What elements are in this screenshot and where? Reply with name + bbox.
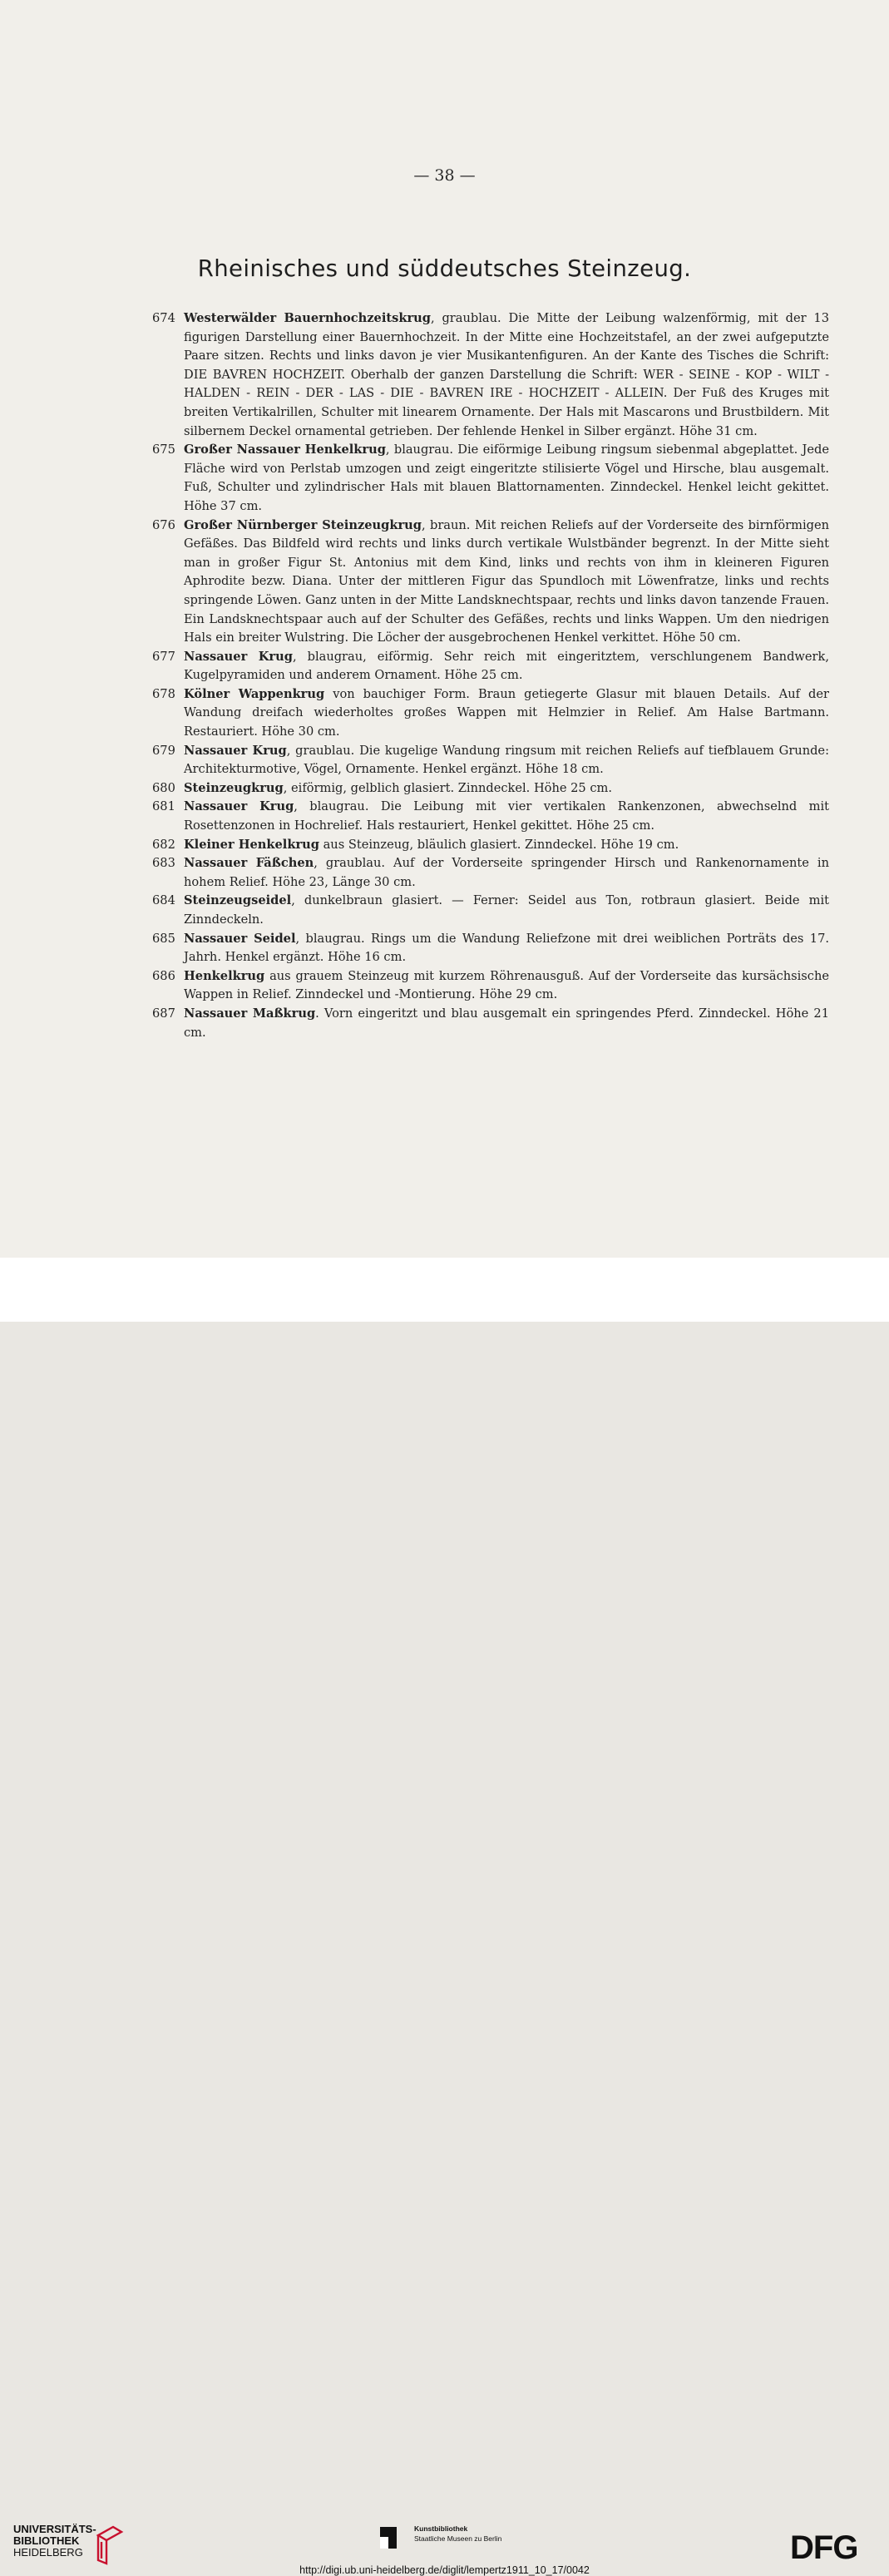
logo-text: Staatliche Museen zu Berlin [414, 2534, 502, 2543]
source-url-link[interactable]: http://digi.ub.uni-heidelberg.de/diglit/lempertz1911_10_17/0042 [299, 2564, 590, 2576]
entry-name: Großer Nassauer Henkelkrug [184, 443, 386, 457]
catalog-entry [152, 441, 829, 516]
entry-text: , graublau. Auf der Vorderseite springender Hirsch und Rankenornamente in hohem Relief. Höhe 23, Länge 30 cm. [184, 856, 829, 889]
entry-text: aus Steinzeug, bläulich glasiert. Zinndeckel. Höhe 19 cm. [319, 837, 679, 852]
entry-number: 675 [152, 443, 175, 457]
entry-text: , blaugrau. Die Leibung mit vier vertikalen Rankenzonen, abwechselnd mit Rosettenzonen in Hochrelief. Hals restauriert, Henkel gekittet. Höhe 25 cm. [184, 799, 829, 833]
entry-text: aus grauem Steinzeug mit kurzem Röhrenausguß. Auf der Vorderseite das kursächsische Wappen in Relief. Zinndeckel und -Montierung. Höhe 29 cm. [184, 968, 829, 1002]
page-number: — 38 — [413, 166, 476, 185]
entry-name: Nassauer Krug [184, 649, 293, 664]
entry-text: , graublau. Die Mitte der Leibung walzenförmig, mit der 13 figurigen Darstellung einer Bauernhochzeit. In der Mitte eine Hochzeitstafel, an der zwei aufgeputzte Paare sitzen. Rechts und links davon je vier Musikantenfiguren. An der Kante des Tisches die Schrift: DIE BAVREN HOCHZEIT. Oberhalb der ganzen Darstellung die Schrift: WER - SEINE - KOP - WILT - HALDEN - REIN - DER - LAS - DIE - BAVREN IRE - HOCHZEIT - ALLEIN. Der Fuß des Kruges mit breiten Vertikalrillen, Schulter mit linearem Ornamente. Der Hals mit Mascarons und Brustbildern. Mit silbernem Deckel ornamental getrieben. Der fehlende Henkel in Silber ergänzt. Höhe 31 cm. [184, 311, 829, 438]
entry-number: 682 [152, 837, 175, 852]
catalog-entry [152, 742, 829, 779]
entry-number: 681 [152, 799, 175, 814]
entry-text: , eiförmig, gelblich glasiert. Zinndeckel. Höhe 25 cm. [283, 780, 612, 795]
entry-name: Westerwälder Bauernhochzeitskrug [184, 311, 431, 325]
entry-number: 685 [152, 931, 175, 946]
catalog-entry [152, 854, 829, 892]
entry-text: . Vorn eingeritzt und blau ausgemalt ein springendes Pferd. Zinndeckel. Höhe 21 cm. [184, 1006, 829, 1040]
entry-name: Nassauer Krug [184, 799, 294, 814]
entry-name: Steinzeugseidel [184, 893, 292, 908]
kunstbibliothek-mark-icon [378, 2525, 403, 2550]
entry-name: Nassauer Seidel [184, 931, 296, 946]
entry-number: 686 [152, 968, 175, 983]
entry-name: Henkelkrug [184, 968, 265, 983]
kunstbibliothek-logo[interactable] [414, 2524, 501, 2544]
entry-number: 676 [152, 517, 175, 532]
catalog-entry [152, 892, 829, 929]
logo-text: UNIVERSITÄTS- [13, 2523, 96, 2535]
catalog-entry [152, 836, 829, 855]
catalog-entry [152, 648, 829, 685]
catalog-entry [152, 967, 829, 1005]
entry-number: 679 [152, 743, 175, 758]
entry-name: Steinzeugkrug [184, 780, 284, 795]
entry-text: , blaugrau. Rings um die Wandung Reliefzone mit drei weiblichen Porträts des 17. Jahrh. Henkel ergänzt. Höhe 16 cm. [184, 931, 829, 965]
entry-number: 687 [152, 1006, 175, 1021]
catalog-entry [152, 930, 829, 967]
logo-text: HEIDELBERG [13, 2546, 83, 2559]
entry-name: Nassauer Maßkrug [184, 1006, 316, 1021]
catalog-entry [152, 309, 829, 441]
entry-number: 683 [152, 856, 175, 871]
logo-text: BIBLIOTHEK [13, 2534, 80, 2547]
catalog-entry [152, 779, 829, 799]
dfg-logo[interactable]: DFG [790, 2529, 858, 2566]
entry-text: , graublau. Die kugelige Wandung ringsum mit reichen Reliefs auf tiefblauem Grunde: Architekturmotive, Vögel, Ornamente. Henkel ergänzt. Höhe 18 cm. [184, 743, 829, 777]
entry-name: Großer Nürnberger Steinzeugkrug [184, 517, 422, 532]
catalog-entry [152, 798, 829, 835]
entry-name: Nassauer Krug [184, 743, 287, 758]
entry-text: , blaugrau, eiförmig. Sehr reich mit eingeritztem, verschlungenem Bandwerk, Kugelpyramiden und anderem Ornament. Höhe 25 cm. [184, 649, 829, 683]
logo-text: Kunstbibliothek [414, 2524, 468, 2533]
entry-name: Nassauer Fäßchen [184, 856, 314, 871]
entry-number: 677 [152, 649, 175, 664]
footer-bar [0, 1258, 889, 2576]
entry-number: 684 [152, 893, 175, 908]
entry-text: , braun. Mit reichen Reliefs auf der Vorderseite des birnförmigen Gefäßes. Das Bildfeld wird rechts und links durch vertikale Wulstbänder begrenzt. In der Mitte sieht man in großer Figur St. Antonius mit dem Kind, links und rechts von ihm in kleineren Figuren Aphrodite bezw. Diana. Unter der mittleren Figur das Spundloch mit Löwenfratze, links und rechts springende Löwen. Ganz unten in der Mitte Landsknechtspaar, rechts und links davon tanzende Frauen. Ein Landsknechtspaar auch auf der Schulter des Gefäßes, rechts und links Wappen. Um den niedrigen Hals ein breiter Wulstring. Die Löcher der ausgebrochenen Henkel verkittet. Höhe 50 cm. [184, 517, 830, 645]
catalog-entries [152, 309, 829, 1042]
catalog-entry [152, 517, 829, 648]
catalog-entry [152, 685, 829, 742]
page-title: Rheinisches und süddeutsches Steinzeug. [197, 255, 692, 282]
entry-text: , dunkelbraun glasiert. — Ferner: Seidel aus Ton, rotbraun glasiert. Beide mit Zinndeckeln. [184, 893, 829, 927]
entry-name: Kleiner Henkelkrug [184, 837, 319, 852]
entry-text: von bauchiger Form. Braun getiegerte Glasur mit blauen Details. Auf der Wandung dreifach wiederholtes großes Wappen mit Helmzier in Relief. Am Halse Bartmann. Restauriert. Höhe 30 cm. [184, 686, 830, 739]
entry-name: Kölner Wappenkrug [184, 686, 325, 701]
entry-number: 674 [152, 311, 175, 325]
entry-number: 678 [152, 686, 175, 701]
entry-text: , blaugrau. Die eiförmige Leibung ringsum siebenmal abgeplattet. Jede Fläche wird von Perlstab umzogen und zeigt eingeritzte stilisierte Vögel und Hirsche, blau ausgemalt. Fuß, Schulter und zylindrischer Hals mit blauen Blattornamenten. Zinndeckel. Henkel leicht gekittet. Höhe 37 cm. [184, 443, 830, 513]
entry-number: 680 [152, 780, 175, 795]
scanned-page [0, 0, 889, 1258]
catalog-entry [152, 1005, 829, 1042]
library-mark-icon [91, 2524, 125, 2565]
